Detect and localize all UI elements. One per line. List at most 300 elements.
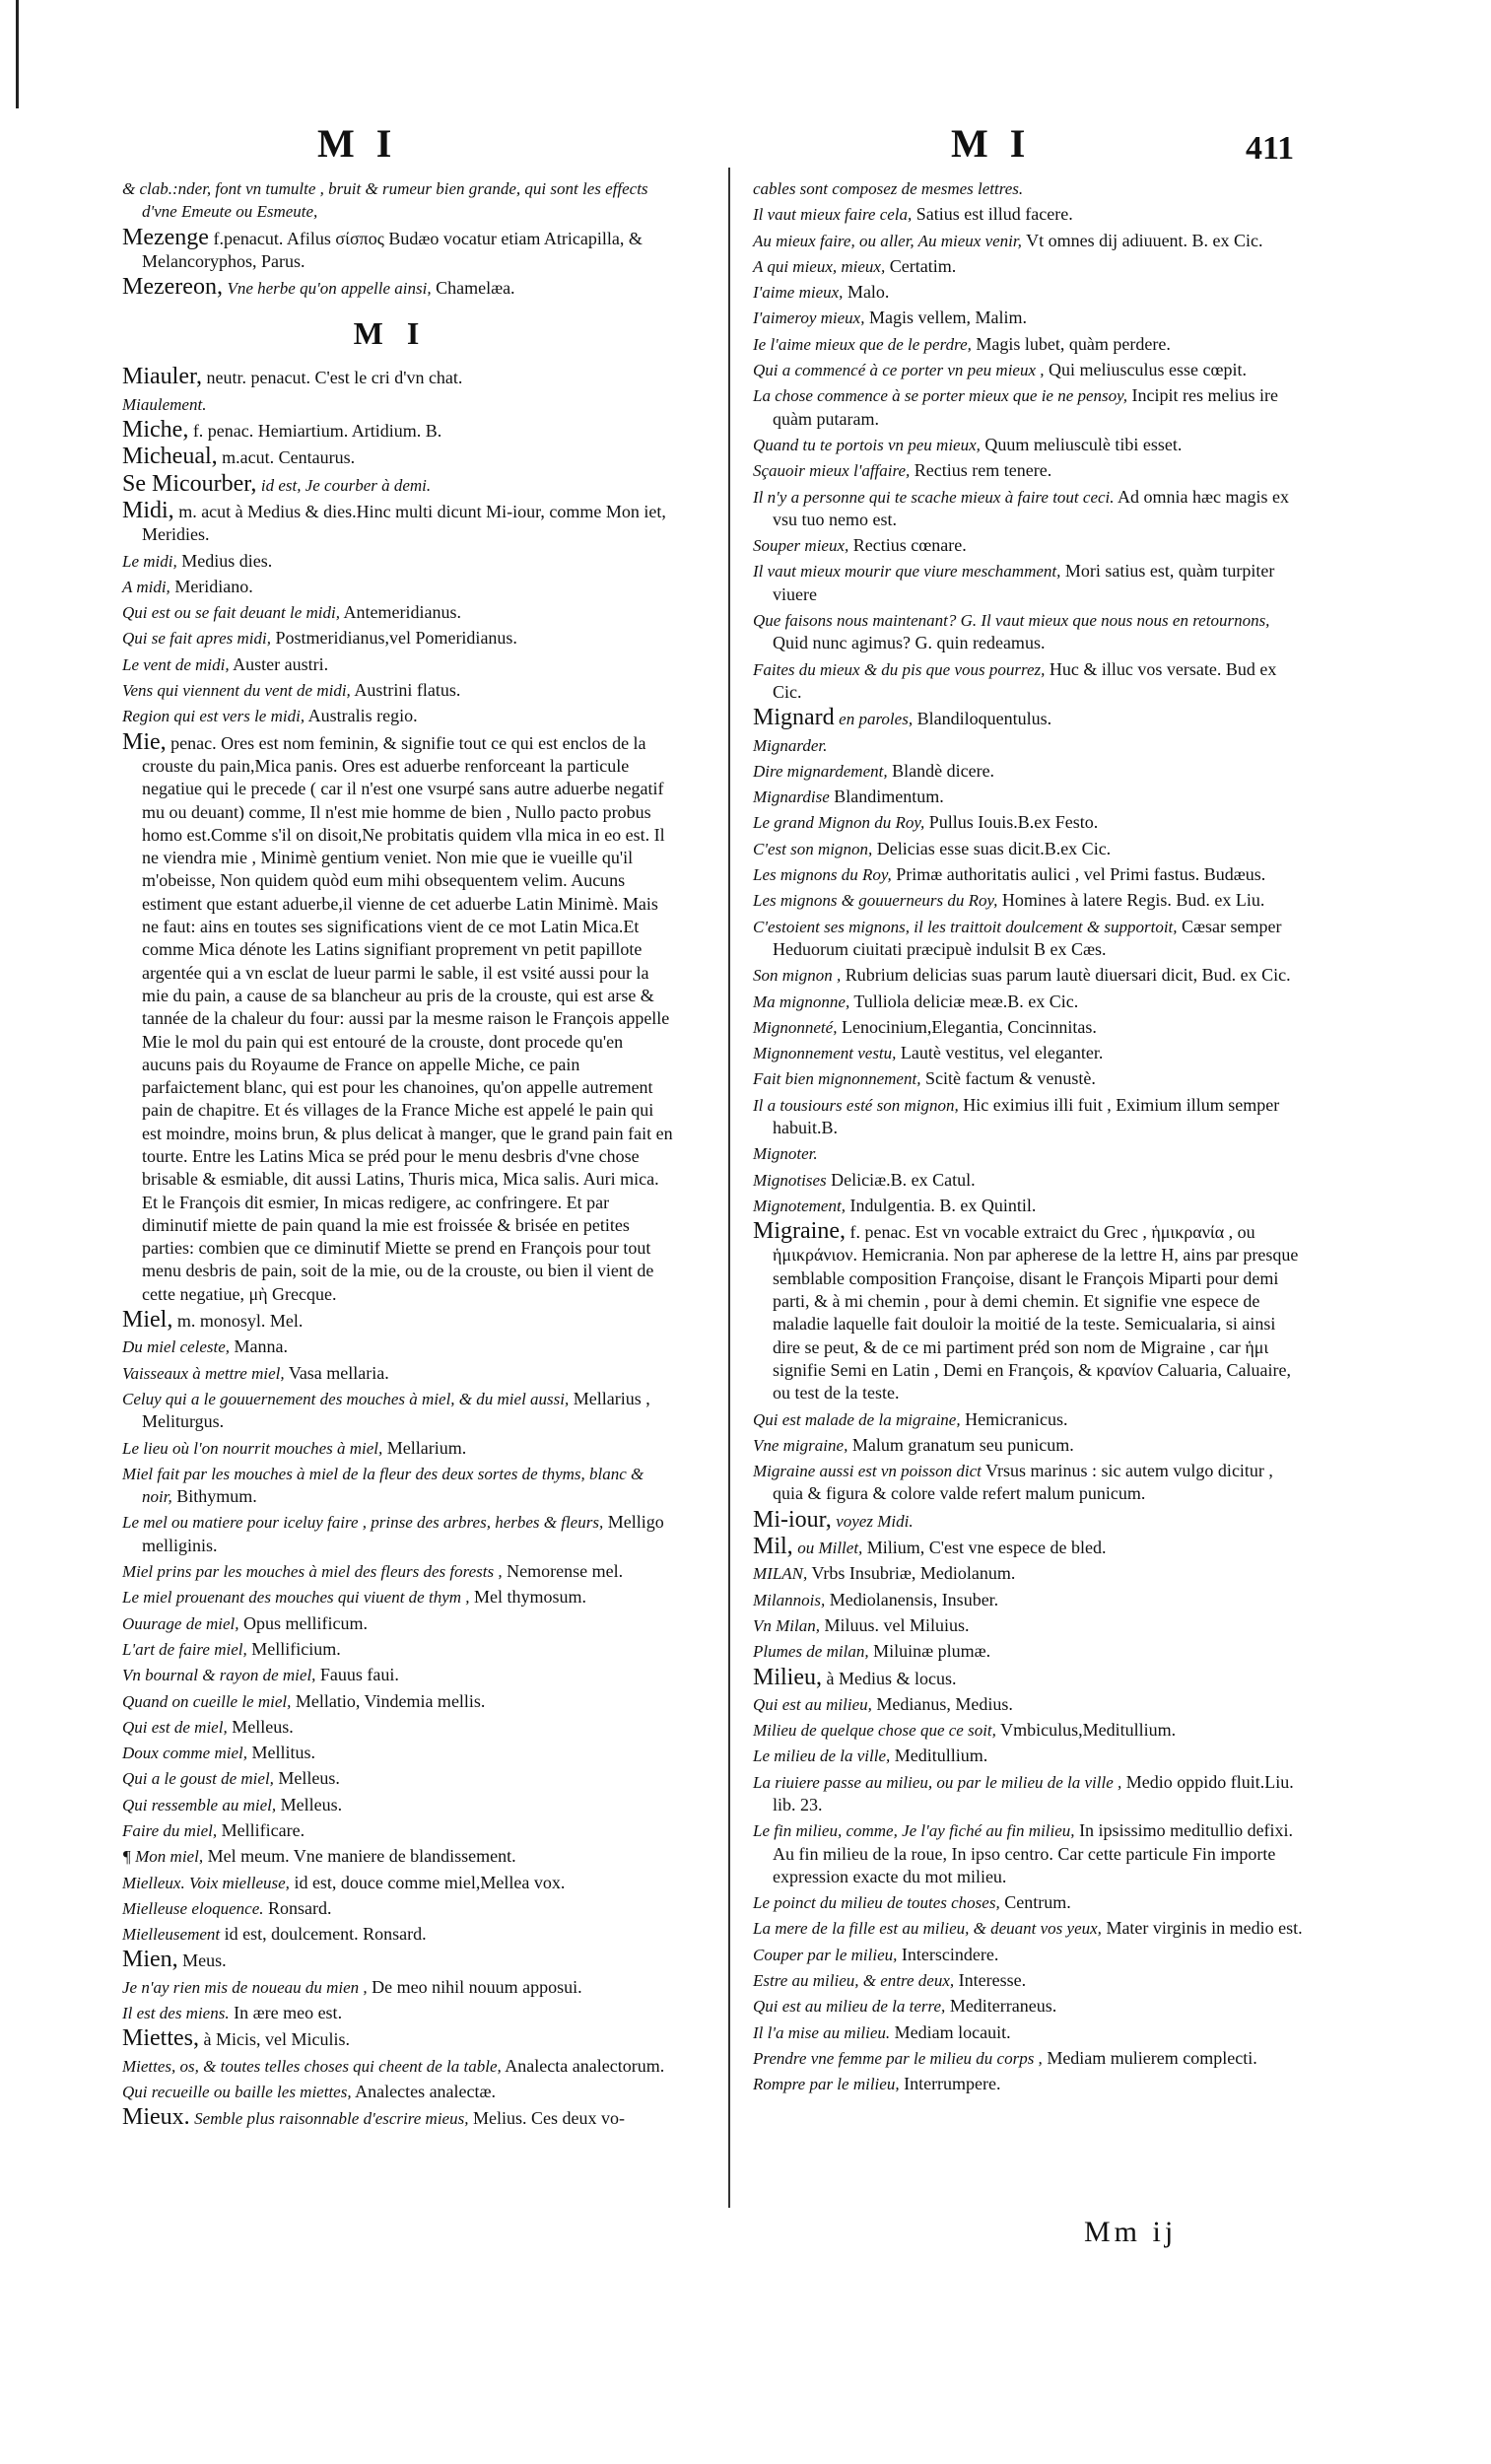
latin-gloss: Mellarium. <box>386 1437 467 1458</box>
latin-gloss: Fauus faui. <box>319 1665 399 1685</box>
french-phrase: Le vent de midi, <box>122 654 230 674</box>
french-phrase: Ma mignonne, <box>753 992 850 1011</box>
french-phrase: Mignoter. <box>753 1144 818 1164</box>
dictionary-entry <box>122 1845 674 1868</box>
dictionary-entry <box>753 1016 1305 1039</box>
latin-gloss: Certatim. <box>889 255 957 276</box>
latin-gloss: Quid nunc agimus? G. quin redeamus. <box>773 633 1046 653</box>
headword: Milieu, <box>753 1664 822 1690</box>
headword: Mien, <box>122 1947 178 1973</box>
latin-gloss: neutr. penacut. C'est le cri d'vn chat. <box>206 368 463 388</box>
french-phrase: Miaulement. <box>122 394 207 414</box>
dictionary-entry <box>122 1767 674 1790</box>
dictionary-entry <box>122 445 674 469</box>
headword: Mil, <box>753 1534 793 1560</box>
french-phrase: Mignardise <box>753 787 830 807</box>
french-phrase: Il a tousiours esté son mignon, <box>753 1095 959 1115</box>
latin-gloss: Opus mellificum. <box>243 1612 368 1633</box>
latin-gloss: Analectes analectæ. <box>355 2081 497 2101</box>
dictionary-entry <box>122 1742 674 1764</box>
french-phrase: Mignonnement vestu, <box>753 1044 897 1063</box>
french-phrase: Qui a le goust de miel, <box>122 1769 274 1789</box>
dictionary-entry <box>753 1067 1305 1090</box>
dictionary-entry <box>753 1917 1305 1940</box>
latin-gloss: Deliciæ.B. ex Catul. <box>831 1169 976 1190</box>
dictionary-entry <box>122 1794 674 1816</box>
french-phrase: Vens qui viennent du vent de midi, <box>122 681 351 701</box>
latin-gloss: Malo. <box>847 282 890 303</box>
french-phrase: La riuiere passe au milieu, ou par le milieu de la ville , <box>753 1772 1122 1792</box>
section-heading: MI <box>353 315 443 352</box>
dictionary-entry <box>122 1388 674 1434</box>
latin-gloss: Medio oppido fluit.Liu. lib. 23. <box>773 1771 1294 1814</box>
dictionary-entry <box>753 203 1305 226</box>
headword: Mezenge <box>122 224 209 250</box>
dictionary-entry <box>753 384 1305 431</box>
headword: Miche, <box>122 417 189 444</box>
dictionary-entry <box>122 177 674 224</box>
latin-gloss: Melligo melliginis. <box>142 1512 664 1555</box>
dictionary-entry <box>753 434 1305 456</box>
french-phrase: Que faisons nous maintenant? G. Il vaut mieux que nous nous en retournons, <box>753 611 1270 631</box>
latin-gloss: Primæ authoritatis aulici , vel Primi fastus. Budæus. <box>896 864 1266 885</box>
french-phrase: Les mignons du Roy, <box>753 865 892 885</box>
dictionary-entry <box>753 2073 1305 2095</box>
latin-gloss: Vmbiculus,Meditullium. <box>1000 1720 1177 1741</box>
dictionary-entry <box>753 1995 1305 2018</box>
latin-gloss: f. penac. Est vn vocable extraict du Grec , ἡμικρανία , ou ἡμικράνιον. Hemicrania. Non par apherese de la lettre H, ains par presque semblable composition Françoise, disant le François Miparti pour demi parti, & à mi chemin , pour à demi chemin. Et signifie vne espece de maladie laquelle fait douloir la moitié de la teste. Semicualaria, si ainsi dire se peut, & de ce mi partiment préd son nom de Migraine , car ἡμι signifie Semi en Latin , Demi en François, & κρανίον Caluaria, Caluaire, ou test de la teste. <box>773 1222 1299 1403</box>
french-phrase: Vaisseaux à mettre miel, <box>122 1363 285 1383</box>
dictionary-entry <box>122 550 674 573</box>
dictionary-entry <box>122 1716 674 1739</box>
french-phrase: Qui ressemble au miel, <box>122 1795 277 1814</box>
dictionary-entry <box>753 1434 1305 1457</box>
dictionary-entry <box>122 1511 674 1557</box>
headword: Migraine, <box>753 1218 846 1245</box>
dictionary-entry <box>122 1309 674 1333</box>
dictionary-entry <box>753 1745 1305 1767</box>
left-entries <box>122 366 674 2130</box>
dictionary-entry <box>753 1664 1305 1690</box>
french-phrase: Vne migraine, <box>753 1435 848 1455</box>
right-column <box>753 177 1305 2099</box>
latin-gloss: penac. Ores est nom feminin, & signifie tout ce qui est enclos de la crouste du pain,Mica panis. Ores est aduerbe renforceant la particule negatiue qui le precede ( car il n'est one vsurpé sans autre aduerbe negatif mu ou deuant) comme, Il n'est mie homme de bien , Nullo pacto probus homo est.Comme s'il on disoit,Ne probitatis quidem vlla mica in eo est. Il ne viendra mie , Minimè gentium veniet. Non mie que ie vueille qu'il m'obeisse, Non quidem quòd eum mihi obsequentem velim. Aucuns estiment que estant aduerbe,il vienne de cet aduerbe Latin Minimè. Mais ne faut: ains en toutes ses significations vient de ce mot Latin Mica.Et comme Mica dénote les Latins signifiant proprement vn petit papillote argentée qui a vn esclat de lueur parmi le sable, il est vsité aussi pour la mie du pain, a cause de sa blancheur au pris de la crouste, qui est arse & tannée de la chaleur du four: aussi par la mesme raison le François appelle Mie le mol du pain qui est entouré de la crouste, dont procede qu'en aucuns pais du Royaume de France on appelle Miche, ce pain parfaictement blanc, qui est pour les chanoines, qu'on appelle autrement pain de chapitre. Et és villages de la France Miche est appelé le pain qui est moindre, moins brun, & plus delicat à manger, que le grand pain fait en tourte. Entre les Latins Mica se préd pour le menu desbris d'vne chose brisable & esmiable, dit aussi Latins, Thuris mica, Mica salis. Auri mica. Et le François dit esmier, In micas redigere, ac confringere. Et par diminutif miette de pain quand la mie est froissée & brisée en petites parties: combien que ce diminutif Miette se prend en François pour tout menu desbris de pain, soit de la mie, ou de la crouste, ou bien il vient de cette negatiue, μὴ Grecque. <box>142 732 673 1304</box>
latin-gloss: Medius dies. <box>181 550 273 571</box>
french-phrase: Mignonneté, <box>753 1017 838 1037</box>
dictionary-entry <box>122 419 674 443</box>
latin-gloss: Mellificium. <box>251 1638 341 1659</box>
french-phrase: voyez Midi. <box>836 1511 914 1531</box>
latin-gloss: Auster austri. <box>233 653 329 674</box>
french-phrase: Estre au milieu, & entre deux, <box>753 1971 955 1991</box>
french-phrase: Quand on cueille le miel, <box>122 1691 292 1711</box>
latin-gloss: Mel thymosum. <box>474 1587 587 1608</box>
latin-gloss: Bithymum. <box>176 1486 257 1507</box>
french-phrase: Le midi, <box>122 551 177 571</box>
french-phrase: Le mel ou matiere pour iceluy faire , prinse des arbres, herbes & fleurs, <box>122 1513 604 1533</box>
french-phrase: Faire du miel, <box>122 1821 218 1840</box>
latin-gloss: Lenocinium,Elegantia, Concinnitas. <box>841 1016 1097 1037</box>
dictionary-entry <box>122 627 674 650</box>
french-phrase: Quand tu te portois vn peu mieux, <box>753 435 981 454</box>
latin-gloss: id est, douce comme miel,Mellea vox. <box>294 1872 566 1892</box>
french-phrase: A qui mieux, mieux, <box>753 256 886 276</box>
latin-gloss: id est, doulcement. Ronsard. <box>224 1924 427 1945</box>
french-phrase: id est, Je courber à demi. <box>260 475 432 495</box>
dictionary-entry <box>122 728 674 1306</box>
dictionary-entry <box>753 2047 1305 2070</box>
french-phrase: Le poinct du milieu de toutes choses, <box>753 1893 1000 1913</box>
dictionary-entry <box>753 255 1305 278</box>
dictionary-entry <box>753 1142 1305 1165</box>
french-phrase: Qui a commencé à ce porter vn peu mieux , <box>753 361 1045 380</box>
french-phrase: & clab.:nder, font vn tumulte , bruit & rumeur bien grande, qui sont les effects d'vne Emeute ou Esmeute, <box>122 179 648 222</box>
latin-gloss: Homines à latere Regis. Bud. ex Liu. <box>1001 890 1265 911</box>
headword: Mignard <box>753 705 835 731</box>
dictionary-entry <box>753 333 1305 356</box>
dictionary-entry <box>122 653 674 676</box>
dictionary-entry <box>122 497 674 547</box>
french-phrase: Qui est au milieu, <box>753 1694 872 1714</box>
dictionary-entry <box>122 1362 674 1385</box>
latin-gloss: Ad omnia hæc magis ex vsu tuo nemo est. <box>773 486 1290 529</box>
french-phrase: Vne herbe qu'on appelle ainsi, <box>227 279 432 299</box>
french-phrase: Miel fait par les mouches à miel de la fleur des deux sortes de thyms, blanc & noir, <box>122 1464 644 1507</box>
dictionary-entry <box>122 705 674 727</box>
headword: Micheual, <box>122 444 218 470</box>
latin-gloss: Chamelæa. <box>436 278 515 299</box>
dictionary-entry <box>122 2002 674 2024</box>
french-phrase: en paroles, <box>839 710 914 729</box>
french-phrase: Le milieu de la ville, <box>753 1746 891 1766</box>
headword: Miettes, <box>122 2025 199 2052</box>
french-phrase: Mignotises <box>753 1170 827 1190</box>
running-head-right: MI <box>951 121 1048 166</box>
latin-gloss: Meditullium. <box>894 1745 988 1766</box>
french-phrase: Vn bournal & rayon de miel, <box>122 1666 316 1685</box>
dictionary-entry <box>753 863 1305 886</box>
signature-mark: Mm ij <box>1084 2216 1178 2248</box>
french-phrase: Qui recueille ou baille les miettes, <box>122 2082 352 2101</box>
french-phrase: Doux comme miel, <box>122 1744 247 1763</box>
french-phrase: Fait bien mignonnement, <box>753 1069 921 1089</box>
dictionary-entry <box>122 1463 674 1509</box>
french-phrase: Mielleuse eloquence. <box>122 1898 264 1918</box>
french-phrase: ¶ Mon miel, <box>122 1847 204 1867</box>
dictionary-entry <box>753 1169 1305 1192</box>
headword: Miel, <box>122 1307 173 1334</box>
latin-gloss: Vt omnes dij adiuuent. B. ex Cic. <box>1026 230 1263 250</box>
headword: Miauler, <box>122 364 203 390</box>
dictionary-entry <box>122 1690 674 1713</box>
dictionary-entry <box>122 224 674 274</box>
french-phrase: Qui se fait apres midi, <box>122 629 271 649</box>
french-phrase: MILAN, <box>753 1564 808 1584</box>
french-phrase: C'estoient ses mignons, il les traittoit doulcement & supportoit, <box>753 917 1178 936</box>
dictionary-entry <box>753 1693 1305 1716</box>
dictionary-entry <box>753 838 1305 860</box>
french-phrase: La chose commence à se porter mieux que ie ne pensoy, <box>753 386 1128 406</box>
latin-gloss: Magis vellem, Malim. <box>868 308 1027 328</box>
dictionary-entry <box>122 1335 674 1358</box>
french-phrase: Mielleusement <box>122 1925 221 1945</box>
margin-line <box>16 0 19 108</box>
latin-gloss: Qui meliusculus esse cœpit. <box>1049 360 1247 380</box>
dictionary-entry <box>122 576 674 598</box>
french-phrase: Miel prins par les mouches à miel des fleurs des forests , <box>122 1562 503 1582</box>
dictionary-entry <box>753 964 1305 987</box>
latin-gloss: Mediam mulierem complecti. <box>1047 2047 1257 2068</box>
french-phrase: I'aime mieux, <box>753 283 844 303</box>
latin-gloss: Quum meliusculè tibi esset. <box>984 434 1183 454</box>
dictionary-entry <box>122 1872 674 1894</box>
french-phrase: Migraine aussi est vn poisson dict <box>753 1462 982 1481</box>
latin-gloss: Tulliola deliciæ meæ.B. ex Cic. <box>853 991 1079 1011</box>
french-phrase: Miettes, os, & toutes telles choses qui cheent de la table, <box>122 2056 502 2076</box>
dictionary-entry <box>753 1771 1305 1817</box>
dictionary-entry <box>122 2055 674 2078</box>
dictionary-entry <box>753 2021 1305 2044</box>
latin-gloss: Mediam locauit. <box>894 2021 1011 2042</box>
dictionary-entry <box>753 609 1305 655</box>
headword: Mezereon, <box>122 274 223 301</box>
french-phrase: Qui est malade de la migraine, <box>753 1409 961 1429</box>
french-phrase: Il l'a mise au milieu. <box>753 2022 891 2042</box>
latin-gloss: Antemeridianus. <box>343 602 461 623</box>
french-phrase: Celuy qui a le gouuernement des mouches à miel, & du miel aussi, <box>122 1389 570 1408</box>
french-phrase: Le fin milieu, comme, Je l'ay fiché au fin milieu, <box>753 1821 1075 1841</box>
latin-gloss: Hic eximius illi fuit , Eximium illum semper habuit.B. <box>773 1094 1280 1137</box>
french-phrase: Il n'y a personne qui te scache mieux à faire tout ceci. <box>753 487 1115 507</box>
left-column <box>122 177 674 2134</box>
dictionary-entry <box>122 2081 674 2103</box>
french-phrase: Il vaut mieux faire cela, <box>753 205 913 225</box>
dictionary-entry <box>753 707 1305 730</box>
latin-gloss: Vrsus marinus : sic autem vulgo dicitur , quia & figura & colore valde refert malum punicum. <box>773 1461 1273 1504</box>
french-phrase: I'aimeroy mieux, <box>753 308 865 328</box>
french-phrase: Mielleux. Voix mielleuse, <box>122 1873 290 1892</box>
dictionary-entry <box>122 1586 674 1608</box>
latin-gloss: Interrumpere. <box>904 2074 1001 2094</box>
dictionary-entry <box>753 1891 1305 1914</box>
latin-gloss: De meo nihil nouum apposui. <box>372 1976 582 1997</box>
latin-gloss: Magis lubet, quàm perdere. <box>976 333 1171 354</box>
french-phrase: Couper par le milieu, <box>753 1945 898 1964</box>
running-head-left: MI <box>317 121 414 166</box>
latin-gloss: Mellatio, Vindemia mellis. <box>295 1690 486 1711</box>
french-phrase: C'est son mignon, <box>753 839 873 858</box>
dictionary-entry <box>753 1536 1305 1559</box>
dictionary-entry <box>753 760 1305 783</box>
french-phrase: Dire mignardement, <box>753 761 888 781</box>
latin-gloss: In ipsissimo meditullio defixi. Au fin milieu de la roue, In ipso centro. Car cette particule Fin importe expression exacte du mot milieu. <box>773 1820 1294 1886</box>
french-phrase: Le miel prouenant des mouches qui viuent de thym , <box>122 1588 470 1608</box>
latin-gloss: Lautè vestitus, vel eleganter. <box>900 1043 1104 1063</box>
french-phrase: Il vaut mieux mourir que viure meschamment, <box>753 562 1061 582</box>
headword: Midi, <box>122 497 174 523</box>
latin-gloss: m. acut à Medius & dies.Hinc multi dicunt Mi-iour, comme Mon iet, Meridies. <box>142 501 666 545</box>
latin-gloss: Interscindere. <box>901 1944 999 1964</box>
latin-gloss: Scitè factum & venustè. <box>924 1068 1096 1089</box>
french-phrase: Du miel celeste, <box>122 1337 231 1357</box>
headword: Mie, <box>122 728 167 755</box>
latin-gloss: Satius est illud facere. <box>915 204 1073 225</box>
dictionary-entry <box>753 1589 1305 1611</box>
dictionary-entry <box>122 366 674 389</box>
french-phrase: Milannois, <box>753 1590 826 1609</box>
french-phrase: Son mignon , <box>753 966 842 986</box>
latin-gloss: Centrum. <box>1004 1892 1071 1913</box>
french-phrase: Le lieu où l'on nourrit mouches à miel, <box>122 1438 383 1458</box>
dictionary-entry <box>122 1897 674 1920</box>
dictionary-entry <box>753 177 1305 200</box>
dictionary-entry <box>122 2027 674 2051</box>
dictionary-entry <box>753 534 1305 557</box>
dictionary-entry <box>753 1220 1305 1404</box>
latin-gloss: Mediolanensis, Insuber. <box>829 1589 999 1609</box>
french-phrase: Les mignons & gouuerneurs du Roy, <box>753 891 998 911</box>
latin-gloss: Vasa mellaria. <box>288 1362 389 1383</box>
dictionary-entry <box>753 1042 1305 1064</box>
dictionary-entry <box>122 1612 674 1635</box>
french-phrase: Je n'ay rien mis de noueau du mien , <box>122 1977 368 1997</box>
french-phrase: Rompre par le milieu, <box>753 2075 900 2094</box>
dictionary-entry <box>753 1719 1305 1742</box>
dictionary-entry <box>122 393 674 416</box>
latin-gloss: m. monosyl. Mel. <box>176 1311 304 1332</box>
dictionary-entry <box>753 991 1305 1013</box>
latin-gloss: Delicias esse suas dicit.B.ex Cic. <box>876 838 1112 858</box>
dictionary-entry <box>122 1976 674 1999</box>
dictionary-entry <box>122 1949 674 1972</box>
french-phrase: ou Millet, <box>797 1539 863 1558</box>
dictionary-entry <box>753 1969 1305 1992</box>
latin-gloss: Mellitus. <box>251 1743 316 1763</box>
latin-gloss: Mater virginis in medio est. <box>1106 1918 1303 1939</box>
latin-gloss: Rubrium delicias suas parum lautè diuersari dicit, Bud. ex Cic. <box>845 965 1291 986</box>
dictionary-entry <box>753 1460 1305 1506</box>
latin-gloss: Huc & illuc vos versate. Bud ex Cic. <box>773 658 1277 702</box>
latin-gloss: Mediterraneus. <box>949 1996 1057 2017</box>
latin-gloss: Melleus. <box>232 1716 294 1737</box>
latin-gloss: Milium, C'est vne espece de bled. <box>866 1538 1107 1558</box>
latin-gloss: Australis regio. <box>307 706 418 726</box>
latin-gloss: Incipit res melius ire quàm putaram. <box>773 385 1278 429</box>
latin-gloss: Medianus, Medius. <box>876 1693 1013 1714</box>
french-phrase: Qui est au milieu de la terre, <box>753 1997 946 2017</box>
latin-gloss: Pullus Iouis.B.ex Festo. <box>928 812 1099 833</box>
page-number: 411 <box>1246 130 1295 167</box>
latin-gloss: In ære meo est. <box>234 2003 343 2023</box>
dictionary-entry <box>122 601 674 624</box>
dictionary-entry <box>753 811 1305 834</box>
right-entries <box>753 177 1305 2096</box>
dictionary-entry <box>122 2106 674 2130</box>
latin-gloss: Cæsar semper Heduorum ciuitati præcipuè indulsit B ex Cæs. <box>773 916 1282 959</box>
dictionary-entry <box>753 916 1305 962</box>
dictionary-entry <box>753 1408 1305 1431</box>
french-phrase: cables sont composez de mesmes lettres. <box>753 179 1024 198</box>
latin-gloss: Analecta analectorum. <box>505 2055 665 2076</box>
latin-gloss: f.penacut. Afilus σίσπος Budæo vocatur etiam Atricapilla, & Melancoryphos, Parus. <box>142 228 643 271</box>
latin-gloss: Meridiano. <box>174 576 253 596</box>
french-phrase: Souper mieux, <box>753 536 849 556</box>
french-phrase: Mignarder. <box>753 735 828 755</box>
latin-gloss: Interesse. <box>958 1970 1027 1991</box>
latin-gloss: à Medius & locus. <box>826 1668 957 1688</box>
latin-gloss: Mellarius , Meliturgus. <box>142 1388 650 1432</box>
dictionary-entry <box>122 1819 674 1842</box>
latin-gloss: Hemicranicus. <box>965 1408 1068 1429</box>
latin-gloss: m.acut. Centaurus. <box>222 447 356 468</box>
french-phrase: Le grand Mignon du Roy, <box>753 813 925 833</box>
left-top-entries <box>122 177 674 300</box>
dictionary-entry <box>753 1562 1305 1585</box>
french-phrase: Semble plus raisonnable d'escrire mieus, <box>194 2109 469 2129</box>
french-phrase: Sçauoir mieux l'affaire, <box>753 461 911 481</box>
dictionary-entry <box>753 459 1305 482</box>
latin-gloss: Postmeridianus,vel Pomeridianus. <box>275 628 517 649</box>
latin-gloss: Ronsard. <box>268 1897 332 1918</box>
dictionary-entry <box>122 1560 674 1583</box>
dictionary-entry <box>122 1923 674 1946</box>
latin-gloss: Mellificare. <box>221 1820 305 1840</box>
latin-gloss: Blandiloquentulus. <box>916 709 1052 729</box>
latin-gloss: Blandè dicere. <box>892 760 995 781</box>
latin-gloss: Vrbs Insubriæ, Mediolanum. <box>811 1563 1016 1584</box>
french-phrase: L'art de faire miel, <box>122 1639 247 1659</box>
french-phrase: Ie l'aime mieux que de le perdre, <box>753 334 972 354</box>
dictionary-entry <box>122 470 674 497</box>
dictionary-entry <box>753 1094 1305 1140</box>
dictionary-entry <box>753 658 1305 705</box>
latin-gloss: Blandimentum. <box>834 787 944 807</box>
french-phrase: Ouurage de miel, <box>122 1613 239 1633</box>
dictionary-entry <box>753 1195 1305 1217</box>
dictionary-entry <box>753 1506 1305 1533</box>
french-phrase: Qui est ou se fait deuant le midi, <box>122 603 340 623</box>
latin-gloss: Austrini flatus. <box>354 680 461 701</box>
french-phrase: La mere de la fille est au milieu, & deuant vos yeux, <box>753 1919 1102 1939</box>
dictionary-entry <box>122 679 674 702</box>
french-phrase: Au mieux faire, ou aller, Au mieux venir, <box>753 231 1022 250</box>
dictionary-entry <box>753 560 1305 606</box>
headword: Mi-iour, <box>753 1506 832 1533</box>
dictionary-entry <box>753 1819 1305 1888</box>
dictionary-entry <box>122 276 674 300</box>
french-phrase: Il est des miens. <box>122 2004 230 2023</box>
dictionary-entry <box>122 1638 674 1661</box>
dictionary-entry <box>753 786 1305 808</box>
latin-gloss: Nemorense mel. <box>507 1561 624 1582</box>
column-divider <box>728 168 730 2208</box>
latin-gloss: Melleus. <box>280 1794 343 1814</box>
latin-gloss: Indulgentia. B. ex Quintil. <box>849 1195 1037 1215</box>
dictionary-entry <box>753 359 1305 381</box>
dictionary-entry <box>753 281 1305 304</box>
french-phrase: Region qui est vers le midi, <box>122 707 305 726</box>
dictionary-entry <box>122 1437 674 1460</box>
french-phrase: A midi, <box>122 577 170 596</box>
french-phrase: Qui est de miel, <box>122 1717 228 1737</box>
latin-gloss: Meus. <box>182 1951 227 1971</box>
latin-gloss: Manna. <box>234 1336 289 1357</box>
french-phrase: Mignotement, <box>753 1196 846 1215</box>
dictionary-entry <box>753 230 1305 252</box>
dictionary-entry <box>753 889 1305 912</box>
latin-gloss: Malum granatum seu punicum. <box>851 1434 1074 1455</box>
latin-gloss: Rectius cœnare. <box>852 535 967 556</box>
